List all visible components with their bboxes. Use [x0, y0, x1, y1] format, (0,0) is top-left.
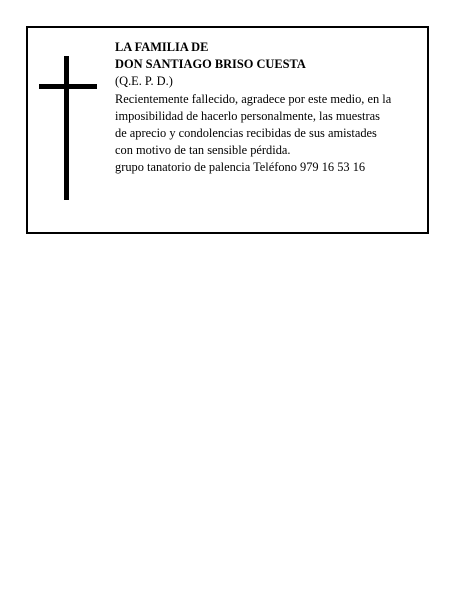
- notice-heading-family: LA FAMILIA DE: [115, 40, 209, 54]
- cross-horizontal-bar: [39, 84, 97, 89]
- notice-rip: (Q.E. P. D.): [115, 74, 173, 89]
- notice-body-line: imposibilidad de hacerlo personalmente, las muestras: [115, 108, 380, 123]
- notice-contact: grupo tanatorio de palencia Teléfono 979 16 53 16: [115, 160, 366, 175]
- notice-body-line: Recientemente fallecido, agradece por este medio, en la: [115, 91, 392, 106]
- cross-icon: [36, 56, 98, 200]
- notice-heading-name: DON SANTIAGO BRISO CUESTA: [115, 57, 306, 72]
- cross-vertical-bar: [64, 56, 69, 200]
- obituary-notice: [26, 26, 429, 234]
- notice-body-line: de aprecio y condolencias recibidas de sus amistades: [115, 126, 377, 141]
- notice-body-line: con motivo de tan sensible pérdida.: [115, 143, 291, 158]
- notice-text: [115, 39, 421, 177]
